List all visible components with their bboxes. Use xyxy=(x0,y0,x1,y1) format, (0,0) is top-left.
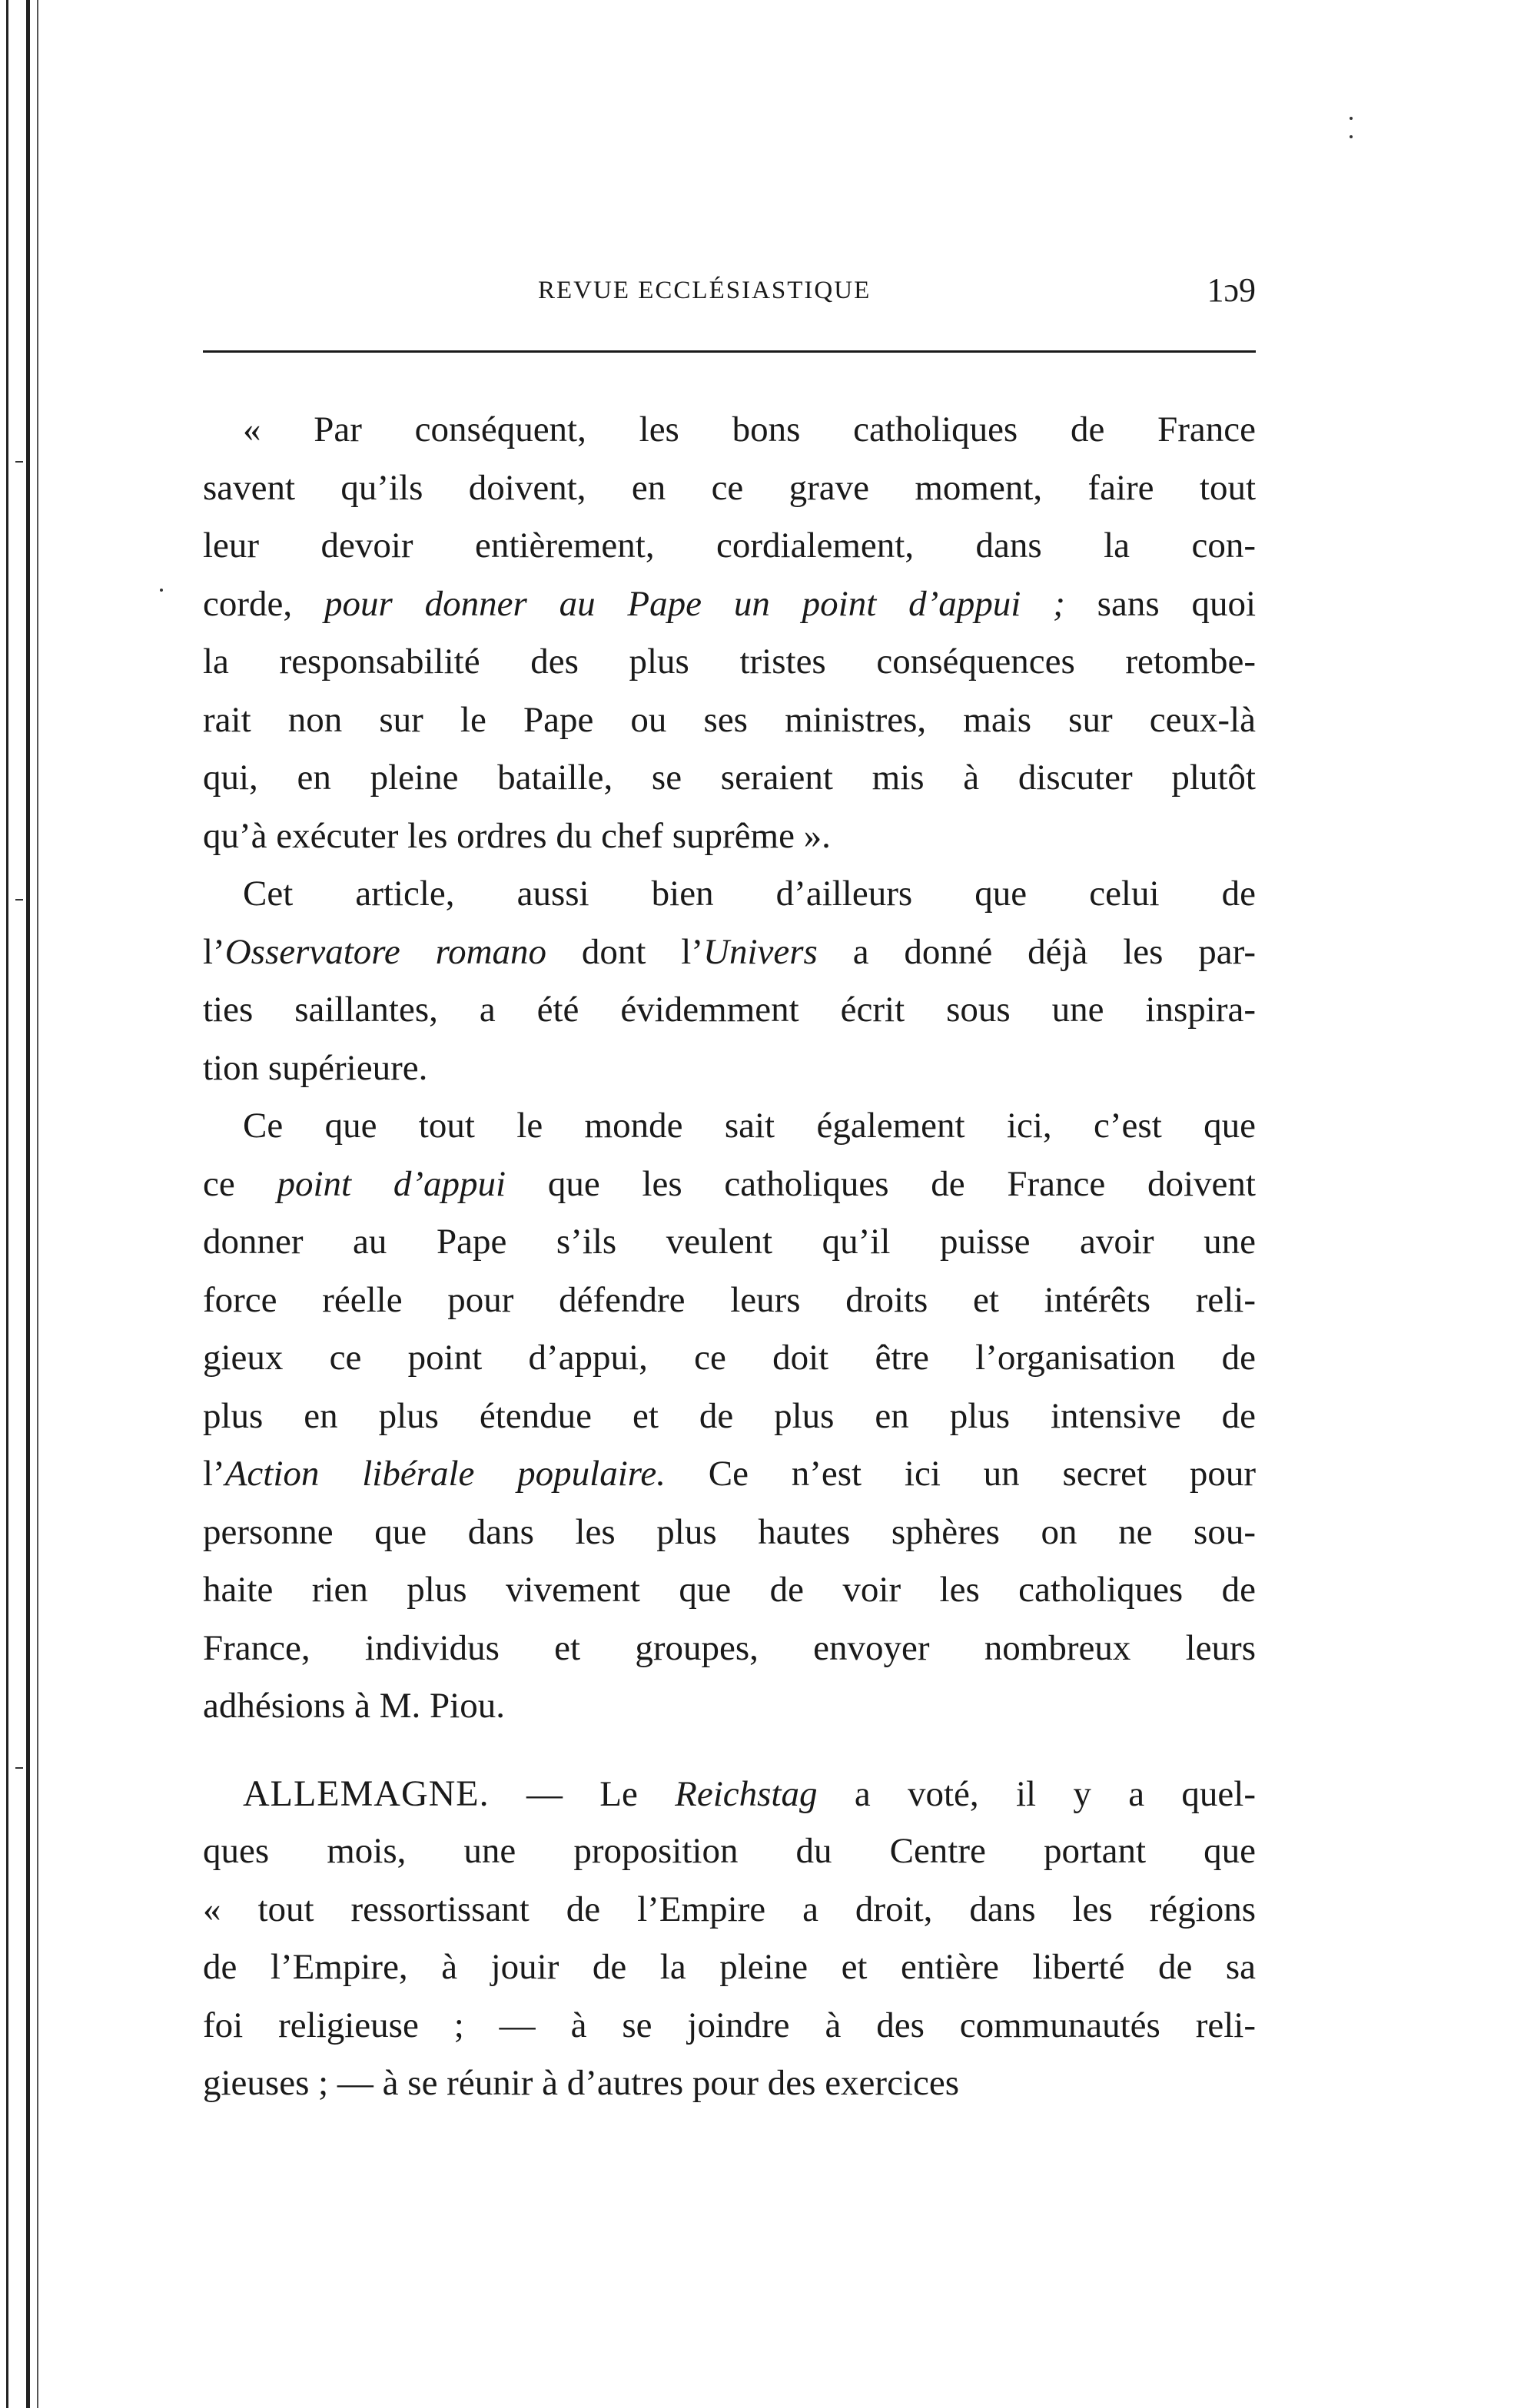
text-run: gieux ce point d’appui, ce doit être l’organisation de xyxy=(203,1338,1256,1378)
section-gap xyxy=(203,1736,1256,1765)
binding-mark xyxy=(15,1767,23,1769)
text-line xyxy=(203,575,1256,634)
italic-text: Action libérale populaire. xyxy=(224,1454,666,1494)
text-run: a voté, il y a quel- xyxy=(817,1773,1256,1814)
text-run: « tout ressortissant de l’Empire a droit, dans les régions xyxy=(203,1889,1256,1929)
text-line xyxy=(203,1272,1256,1330)
text-run: Cet article, aussi bien d’ailleurs que celui de xyxy=(243,874,1256,914)
section-heading: ALLEMAGNE. xyxy=(243,1773,490,1814)
header-rule xyxy=(203,350,1256,353)
text-run: donner au Pape s’ils veulent qu’il puisse avoir une xyxy=(203,1222,1256,1262)
paragraph xyxy=(203,401,1256,865)
text-run: l’ xyxy=(203,931,225,972)
text-line xyxy=(203,1097,1256,1156)
italic-text: Reichstag xyxy=(675,1773,818,1814)
body-text xyxy=(203,401,1256,2113)
text-line xyxy=(203,633,1256,692)
paragraph xyxy=(203,1097,1256,1736)
text-run: sans quoi xyxy=(1064,583,1257,624)
text-line xyxy=(203,1388,1256,1446)
text-line xyxy=(203,1329,1256,1388)
text-run: ce xyxy=(203,1163,277,1204)
text-line xyxy=(203,1504,1256,1562)
text-run: que les catholiques de France doivent xyxy=(506,1163,1256,1204)
paragraph xyxy=(203,1736,1256,2113)
paper-speck xyxy=(160,589,163,592)
binding-rule xyxy=(37,0,38,2408)
text-line xyxy=(203,924,1256,982)
page-binding-edge xyxy=(0,0,46,2408)
binding-rule xyxy=(6,0,8,2408)
text-line xyxy=(203,1939,1256,1997)
text-line xyxy=(203,1620,1256,1678)
italic-text: point d’appui xyxy=(277,1163,506,1204)
text-line xyxy=(203,692,1256,750)
text-run: dont l’ xyxy=(546,931,704,972)
text-run: France, individus et groupes, envoyer nombreux leurs xyxy=(203,1627,1256,1668)
text-line xyxy=(203,1881,1256,1939)
text-run: ques mois, une proposition du Centre portant que xyxy=(203,1831,1256,1871)
text-line xyxy=(203,1561,1256,1620)
paper-speck xyxy=(1350,135,1353,138)
text-run: force réelle pour défendre leurs droits et intérêts reli- xyxy=(203,1279,1256,1320)
text-run: rait non sur le Pape ou ses ministres, mais sur ceux-là xyxy=(203,699,1256,740)
text-line xyxy=(203,459,1256,518)
text-line xyxy=(203,1213,1256,1272)
paragraph xyxy=(203,865,1256,1097)
paper-speck xyxy=(1350,117,1353,120)
text-line xyxy=(203,1765,1256,1823)
text-run: a donné déjà les par- xyxy=(817,931,1256,972)
text-run: de l’Empire, à jouir de la pleine et entière liberté de sa xyxy=(203,1947,1256,1987)
text-run: gieuses ; — à se réunir à d’autres pour des exercices xyxy=(203,2063,959,2103)
italic-text: Univers xyxy=(703,931,818,972)
text-run: « Par conséquent, les bons catholiques de France xyxy=(243,410,1256,449)
text-line xyxy=(203,2055,1256,2113)
text-run: l’ xyxy=(203,1454,225,1494)
text-run: la responsabilité des plus tristes conséquences retombe- xyxy=(203,642,1256,682)
text-run: leur devoir entièrement, cordialement, dans la con- xyxy=(203,526,1256,566)
text-line xyxy=(203,808,1256,866)
page-header xyxy=(203,270,1256,317)
text-run: adhésions à M. Piou. xyxy=(203,1686,505,1726)
italic-text: Osservatore romano xyxy=(224,931,547,972)
text-run: qui, en pleine bataille, se seraient mis à discuter plutôt xyxy=(203,758,1256,798)
text-line xyxy=(203,1445,1256,1504)
binding-rule xyxy=(26,0,30,2408)
text-run: foi religieuse ; — à se joindre à des communautés reli- xyxy=(203,2005,1256,2045)
text-run: savent qu’ils doivent, en ce grave moment, faire tout xyxy=(203,467,1256,508)
text-line xyxy=(203,1997,1256,2055)
text-run: plus en plus étendue et de plus en plus intensive de xyxy=(203,1395,1256,1436)
text-run: Ce que tout le monde sait également ici, c’est que xyxy=(243,1106,1256,1146)
text-run: Ce n’est ici un secret pour xyxy=(665,1454,1256,1494)
running-title: REVUE ECCLÉSIASTIQUE xyxy=(538,277,872,304)
text-run: qu’à exécuter les ordres du chef suprême ». xyxy=(203,815,831,856)
text-run: haite rien plus vivement que de voir les catholiques de xyxy=(203,1570,1256,1610)
italic-text: pour donner au Pape un point d’appui ; xyxy=(324,583,1065,624)
text-run: ties saillantes, a été évidemment écrit sous une inspira- xyxy=(203,990,1256,1030)
page-number: 1ɔ9 xyxy=(1207,271,1256,309)
text-line xyxy=(203,517,1256,575)
text-line xyxy=(203,1823,1256,1881)
text-run: corde, xyxy=(203,583,324,624)
text-line xyxy=(203,749,1256,808)
text-line xyxy=(203,1156,1256,1214)
text-run: — Le xyxy=(489,1773,676,1814)
text-run: personne que dans les plus hautes sphères on ne sou- xyxy=(203,1511,1256,1552)
binding-mark xyxy=(15,461,23,463)
text-line xyxy=(203,981,1256,1040)
text-line xyxy=(203,401,1256,459)
text-line xyxy=(203,1040,1256,1098)
binding-mark xyxy=(15,899,23,901)
text-line xyxy=(203,1677,1256,1736)
text-line xyxy=(203,865,1256,924)
text-run: tion supérieure. xyxy=(203,1047,428,1088)
